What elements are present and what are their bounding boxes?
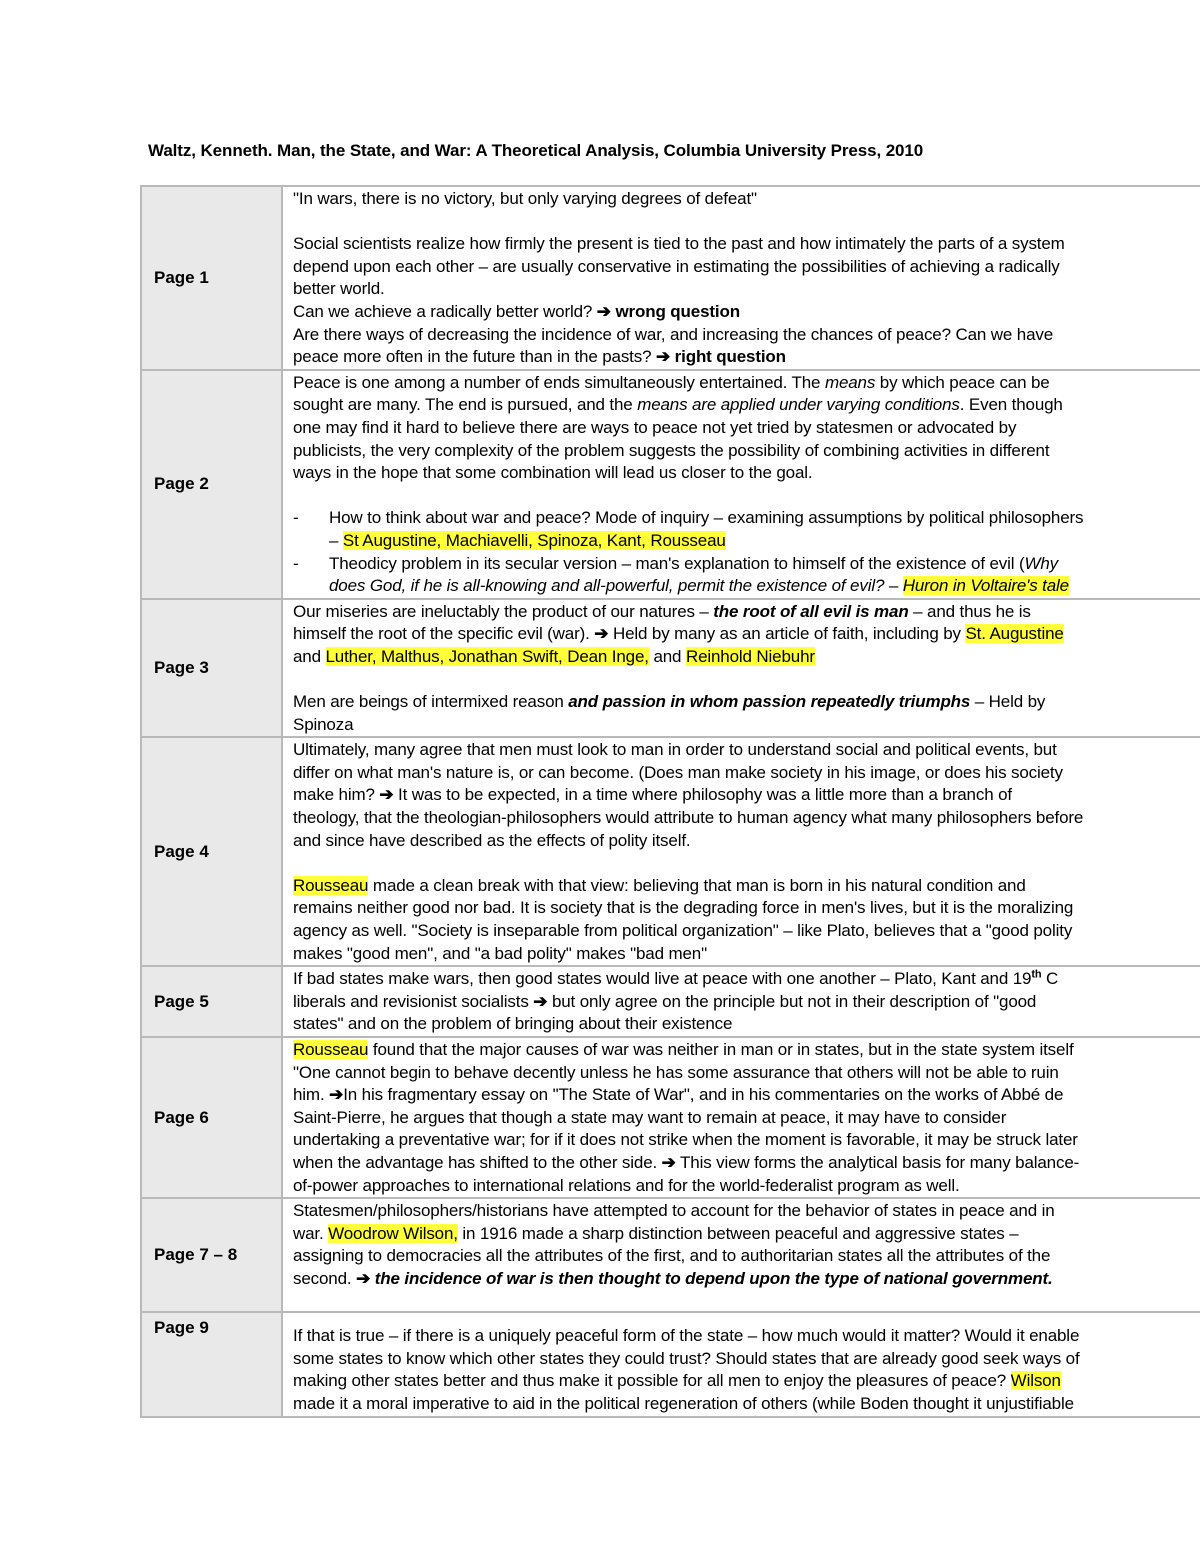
document-title: Waltz, Kenneth. Man, the State, and War: A Theoretical Analysis, Columbia University Press, 2010 (148, 141, 924, 160)
text-line: ways in the hope that some combination will lead us closer to the goal. (293, 463, 813, 483)
text-line: when the advantage has shifted to the other side. ➔ This view forms the analytical basis for many balance- (293, 1152, 1080, 1172)
text-line: If that is true – if there is a uniquely peaceful form of the state – how much would it matter? Would it enable (293, 1326, 1080, 1346)
highlight: St. Augustine (965, 624, 1064, 644)
arrow-icon: ➔ (594, 624, 609, 644)
text-line: Rousseau found that the major causes of war was neither in man or in states, but in the state system itself (293, 1039, 1074, 1059)
highlight: St Augustine, Machiavelli, Spinoza, Kant, Rousseau (342, 530, 726, 550)
highlight: Rousseau (293, 875, 369, 895)
text-line: "One cannot begin to behave decently unless he has some assurance that others will not be able to ruin (293, 1062, 1059, 1082)
text-line: If bad states make wars, then good states would live at peace with one another – Plato, Kant and 19th C (293, 968, 1059, 989)
row-label: Page 7 – 8 (141, 1198, 282, 1312)
text-line: Ultimately, many agree that men must look to man in order to understand social and political events, but (293, 740, 1057, 760)
text-line: Spinoza (293, 714, 354, 734)
row-notes (282, 1037, 1200, 1198)
arrow-icon: ➔ (329, 1085, 344, 1105)
text-line: Men are beings of intermixed reason and passion in whom passion repeatedly triumphs – Held by (293, 692, 1046, 712)
text-line: liberals and revisionist socialists ➔ but only agree on the principle but not in their description of "good (293, 991, 1037, 1011)
text-line: sought are many. The end is pursued, and the means are applied under varying conditions. Even though (293, 395, 1063, 415)
text-line: Statesmen/philosophers/historians have attempted to account for the behavior of states in peace and in (293, 1201, 1055, 1221)
row-label: Page 6 (141, 1037, 282, 1198)
highlight: Woodrow Wilson, (328, 1223, 458, 1243)
table-row (141, 1037, 1200, 1198)
text-line: depend upon each other – are usually conservative in estimating the possibilities of achieving a radically (293, 256, 1060, 276)
text-line: some states to know which other states they could trust? Should states that are already good seek ways of (293, 1348, 1080, 1368)
highlight: Reinhold Niebuhr (685, 646, 815, 666)
bullet-item-cont: does God, if he is all-knowing and all-powerful, permit the existence of evil? – Huron in Voltaire's tale (329, 576, 1069, 596)
arrow-icon: ➔ (356, 1268, 371, 1288)
text-line: and since have described as the effects of polity itself. (293, 830, 691, 850)
text-line: one may find it hard to believe there are ways to peace not yet tried by statesmen or advocated by (293, 417, 1017, 437)
highlight: Huron in Voltaire's tale (902, 576, 1069, 596)
text-line: make him? ➔ It was to be expected, in a time where philosophy was a little more than a branch of (293, 785, 1012, 805)
row-notes (282, 966, 1200, 1037)
row-label: Page 3 (141, 599, 282, 738)
row-notes (282, 370, 1200, 599)
text-line: Saint-Pierre, he argues that though a state may want to remain at peace, it may have to consider (293, 1107, 1007, 1127)
bullet-item: - Theodicy problem in its secular version – man's explanation to himself of the existence of evil (Why (293, 553, 1200, 576)
arrow-icon: ➔ (655, 347, 671, 367)
bullet-dash: - (293, 508, 299, 528)
arrow-icon: ➔ (596, 301, 611, 321)
row-label: Page 1 (141, 186, 282, 370)
text-line: him. ➔In his fragmentary essay on "The State of War", and in his commentaries on the works of Abbé de (293, 1085, 1064, 1105)
text-line: Can we achieve a radically better world? ➔ wrong question (293, 301, 740, 321)
text-line: states" and on the problem of bringing about their existence (293, 1014, 733, 1034)
table-row (141, 1312, 1200, 1416)
text-line: himself the root of the specific evil (war). ➔ Held by many as an article of faith, including by St. Augustine (293, 624, 1064, 644)
table-row (141, 186, 1200, 370)
arrow-icon: ➔ (533, 991, 548, 1011)
table-row (141, 1198, 1200, 1312)
text-line: Peace is one among a number of ends simultaneously entertained. The means by which peace can be (293, 372, 1050, 392)
highlight: Luther, Malthus, Jonathan Swift, Dean Inge, (325, 646, 649, 666)
text-line: remains neither good nor bad. It is society that is the degrading force in men's lives, but it is the moralizing (293, 898, 1074, 918)
text-line: and Luther, Malthus, Jonathan Swift, Dean Inge, and Reinhold Niebuhr (293, 646, 815, 666)
row-notes (282, 1198, 1200, 1312)
text-line: undertaking a preventative war; for if it does not strike when the moment is favorable, it may be struck later (293, 1130, 1078, 1150)
table-row (141, 966, 1200, 1037)
text-line: war. Woodrow Wilson, in 1916 made a sharp distinction between peaceful and aggressive states – (293, 1223, 1019, 1243)
text-line: "In wars, there is no victory, but only varying degrees of defeat" (293, 189, 757, 208)
text-line: publicists, the very complexity of the problem suggests the possibility of combining activities in different (293, 440, 1050, 460)
text-line: peace more often in the future than in the pasts? ➔ right question (293, 347, 786, 367)
text-line: assigning to democracies all the attributes of the first, and to authoritarian states all the attributes of the (293, 1246, 1051, 1266)
text-line: Our miseries are ineluctably the product of our natures – the root of all evil is man – and thus he is (293, 601, 1031, 621)
highlight: Wilson (1010, 1371, 1061, 1391)
highlight: Rousseau (293, 1039, 369, 1059)
text-line: made it a moral imperative to aid in the political regeneration of others (while Boden thought it unjustifiable (293, 1393, 1074, 1413)
arrow-icon: ➔ (379, 785, 394, 805)
row-label: Page 9 (141, 1312, 282, 1416)
bullet-item-cont: – St Augustine, Machiavelli, Spinoza, Kant, Rousseau (329, 530, 726, 550)
row-label: Page 4 (141, 737, 282, 966)
table-row (141, 737, 1200, 966)
text-line: Rousseau made a clean break with that view: believing that man is born in his natural condition and (293, 875, 1026, 895)
table-row (141, 599, 1200, 738)
text-line: Are there ways of decreasing the incidence of war, and increasing the chances of peace? Can we have (293, 324, 1054, 344)
notes-table (140, 185, 1200, 1418)
text-line: better world. (293, 279, 385, 299)
table-row (141, 370, 1200, 599)
text-line: makes "good men", and "a bad polity" makes "bad men" (293, 943, 707, 963)
row-label: Page 2 (141, 370, 282, 599)
text-line: of-power approaches to international relations and for the world-federalist program as well. (293, 1175, 960, 1195)
row-label: Page 5 (141, 966, 282, 1037)
text-line: differ on what man's nature is, or can become. (Does man make society in his image, or does his society (293, 762, 1063, 782)
row-notes (282, 599, 1200, 738)
row-notes (282, 1312, 1200, 1416)
text-line: theology, that the theologian-philosophers would attribute to human agency what many philosophers before (293, 808, 1084, 828)
row-notes (282, 186, 1200, 370)
text-line: Social scientists realize how firmly the present is tied to the past and how intimately the parts of a system (293, 234, 1065, 254)
bullet-dash: - (293, 553, 299, 573)
row-notes (282, 737, 1200, 966)
text-line: making other states better and thus make it possible for all men to enjoy the pleasures of peace? Wilson (293, 1371, 1061, 1391)
bullet-item: - How to think about war and peace? Mode of inquiry – examining assumptions by political philosophers (293, 507, 1200, 530)
text-line: second. ➔ the incidence of war is then thought to depend upon the type of national government. (293, 1268, 1053, 1288)
text-line: agency as well. "Society is inseparable from political organization" – like Plato, believes that a "good polity (293, 921, 1073, 940)
arrow-icon: ➔ (661, 1152, 676, 1172)
